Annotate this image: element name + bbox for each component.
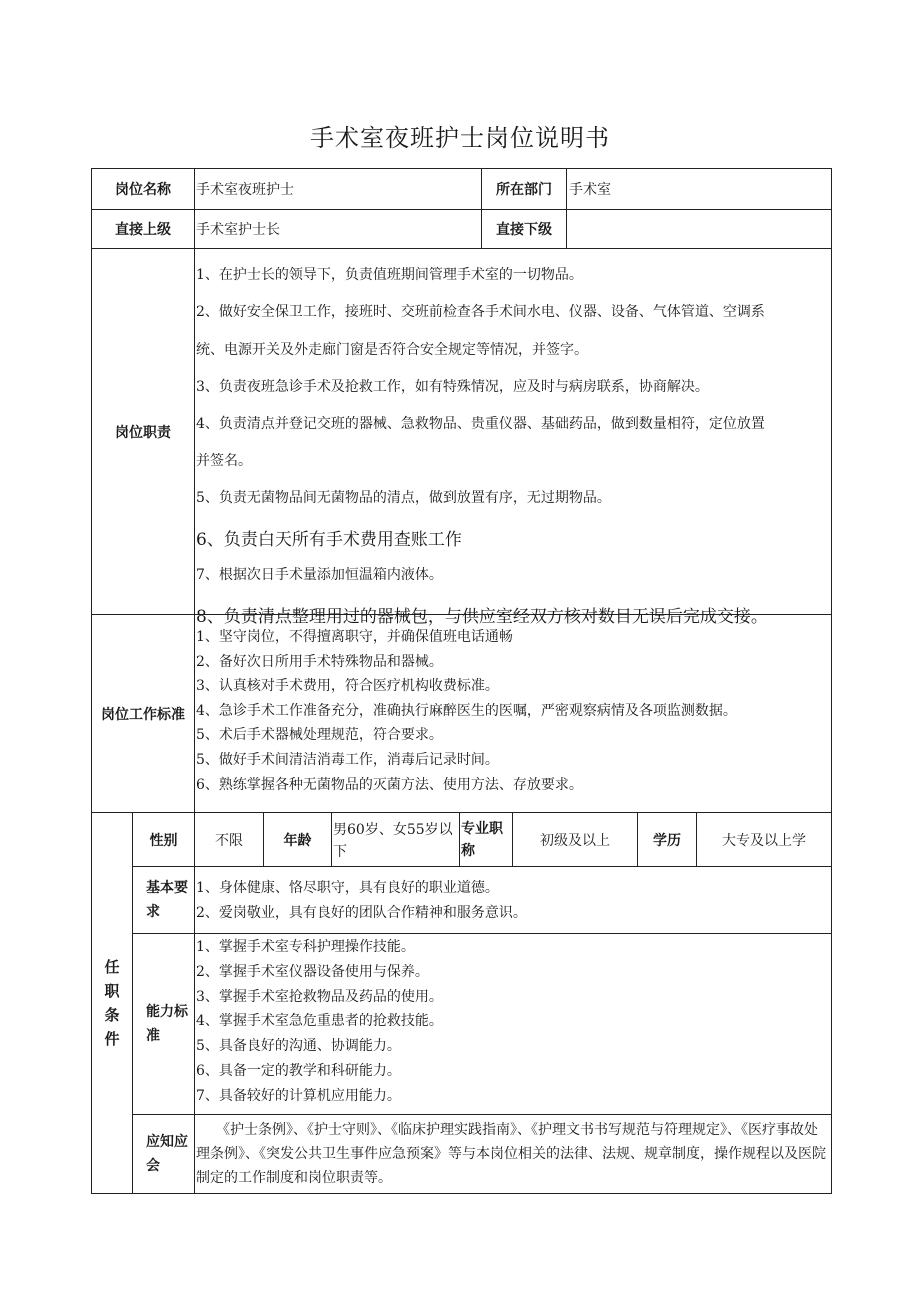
duty-line: 4、负责清点并登记交班的器械、急救物品、贵重仪器、基础药品，做到数量相符，定位放置 <box>196 416 765 432</box>
duty-line: 5、负责无菌物品间无菌物品的清点，做到放置有序，无过期物品。 <box>196 490 611 506</box>
qualifications-label-text: 任职条件 <box>104 958 120 1048</box>
duty-line: 6、负责白天所有手术费用查账工作 <box>196 530 462 550</box>
post-name-label: 岗位名称 <box>115 182 171 198</box>
table-border <box>331 812 332 867</box>
department-value: 手术室 <box>569 182 611 198</box>
standard-item: 6、熟练掌握各种无菌物品的灭菌方法、使用方法、存放要求。 <box>196 776 583 793</box>
ability-item: 5、具备良好的沟通、协调能力。 <box>196 1038 401 1055</box>
duty-line: 统、电源开关及外走廊门窗是否符合安全规定等情况，并签字。 <box>196 342 588 358</box>
duty-line: 1、在护士长的领导下，负责值班期间管理手术室的一切物品。 <box>196 267 583 283</box>
ability-content <box>196 935 830 1113</box>
basic-item: 1、身体健康、恪尽职守，具有良好的职业道德。 <box>196 880 499 896</box>
subordinate-label: 直接下级 <box>496 222 552 238</box>
ability-item: 3、掌握手术室抢救物品及药品的使用。 <box>196 988 443 1005</box>
duties-label: 岗位职责 <box>115 424 171 441</box>
standard-item: 1、坚守岗位，不得擅离职守，并确保值班电话通畅 <box>196 629 513 645</box>
duty-line: 8、负责清点整理用过的器械包，与供应室经双方核对数目无误后完成交接。 <box>196 607 768 627</box>
age-label: 年龄 <box>283 832 312 849</box>
basic-requirements-label <box>133 867 194 933</box>
ability-item: 7、具备较好的计算机应用能力。 <box>196 1087 401 1104</box>
qualifications-label <box>92 813 132 1193</box>
ability-item: 4、掌握手术室急危重患者的抢救技能。 <box>196 1013 443 1030</box>
table-border <box>132 933 832 934</box>
subordinate-value <box>569 210 829 248</box>
table-border <box>194 168 195 813</box>
post-name-value: 手术室夜班护士 <box>196 182 294 198</box>
duty-line: 2、做好安全保卫工作，接班时、交班前检查各手术间水电、仪器、设备、气体管道、空调系 <box>196 304 765 320</box>
basic-item: 2、爱岗敬业，具有良好的团队合作精神和服务意识。 <box>196 904 527 921</box>
standard-item: 4、急诊手术工作准备充分，准确执行麻醉医生的医嘱，严密观察病情及各项监测数据。 <box>196 702 737 719</box>
duty-line: 7、根据次日手术量添加恒温箱内液体。 <box>196 567 443 583</box>
table-border <box>831 168 832 1194</box>
table-border <box>132 1114 832 1115</box>
standards-content <box>196 625 830 811</box>
standard-item: 5、术后手术器械处理规范，符合要求。 <box>196 727 443 744</box>
ability-item: 1、掌握手术室专科护理操作技能。 <box>196 939 415 955</box>
gender-value: 不限 <box>215 832 243 849</box>
knowledge-label-text: 应知应会 <box>146 1134 188 1174</box>
gender-label: 性别 <box>149 832 178 849</box>
document-title: 手术室夜班护士岗位说明书 <box>310 124 610 152</box>
standard-item: 5、做好手术间清洁消毒工作，消毒后记录时间。 <box>196 751 499 768</box>
ability-label <box>133 934 194 1114</box>
ability-label-text: 能力标准 <box>146 1004 188 1044</box>
knowledge-label <box>133 1115 194 1193</box>
basic-requirements-content <box>196 876 830 932</box>
ability-item: 6、具备一定的教学和科研能力。 <box>196 1062 401 1079</box>
department-label: 所在部门 <box>496 182 552 198</box>
title-value: 初级及以上 <box>540 832 610 849</box>
table-border <box>194 812 195 1194</box>
table-border <box>132 866 832 867</box>
ability-item: 2、掌握手术室仪器设备使用与保养。 <box>196 963 429 980</box>
title-label: 专业职称 <box>461 820 503 859</box>
duties-content <box>196 249 830 627</box>
superior-label: 直接上级 <box>115 222 171 238</box>
table-border <box>91 1193 832 1194</box>
education-label: 学历 <box>653 832 681 849</box>
standards-label: 岗位工作标准 <box>101 706 185 723</box>
age-value: 男60岁、女55岁以下 <box>333 821 453 860</box>
basic-requirements-label-text: 基本要求 <box>146 880 188 920</box>
duty-line: 3、负责夜班急诊手术及抢救工作，如有特殊情况，应及时与病房联系，协商解决。 <box>196 379 709 395</box>
standard-item: 2、备好次日所用手术特殊物品和器械。 <box>196 653 443 670</box>
superior-value: 手术室护士长 <box>196 222 280 238</box>
knowledge-content: 《护士条例》、《护士守则》、《临床护理实践指南》、《护理文书书写规范与符理规定》、《医疗事故处理条例》、《突发公共卫生事件应急预案》等与本岗位相关的法律、法规、规章制度，操作规程以及医院制定的工作制度和岗位职责等。 <box>196 1122 826 1186</box>
standard-item: 3、认真核对手术费用，符合医疗机构收费标准。 <box>196 678 499 695</box>
duty-line: 并签名。 <box>196 453 252 469</box>
table-border <box>566 168 567 249</box>
education-value: 大专及以上学 <box>722 832 806 849</box>
